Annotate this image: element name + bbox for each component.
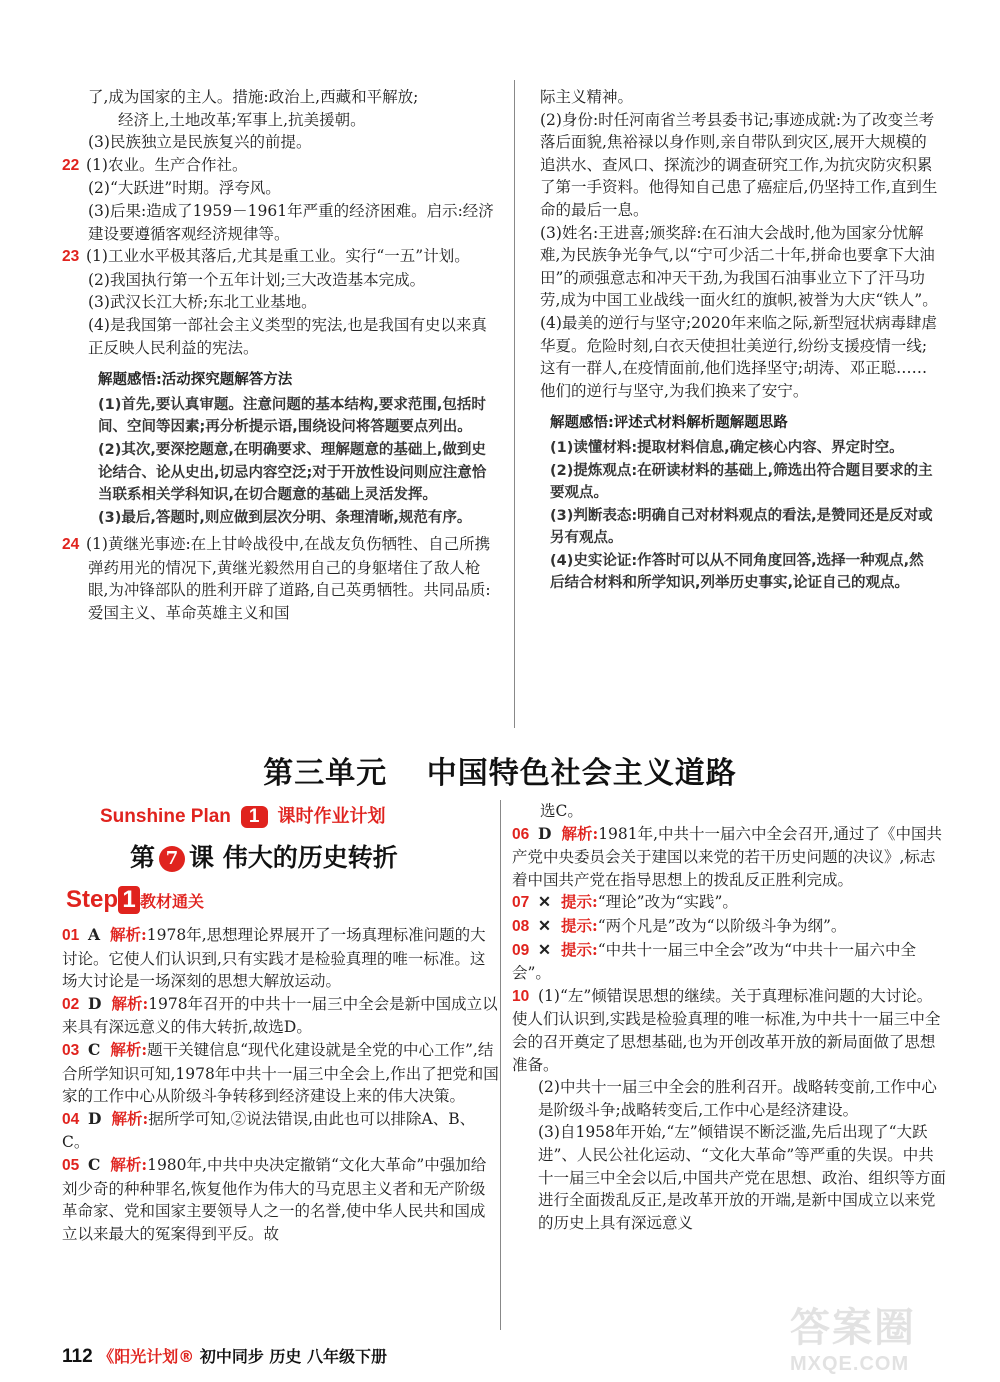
watermark-bottom: MXQE.COM [790, 1353, 910, 1375]
answer-line: (2)身份:时任河南省兰考县委书记;事迹成就:为了改变兰考落后面貌,焦裕禄以身作则,亲自带队到灾区,展开大规模的追洪水、查风口、探流沙的调查研究工作,为抗灾防灾积累了第一手资料。他得知自己患了癌症后,仍坚持工作,直到生命的最后一息。 [540, 110, 938, 219]
answer-text: (1)农业。生产合作社。 [86, 155, 248, 174]
question-number: 04 [62, 1110, 80, 1128]
answer-line [88, 86, 500, 109]
question-number: 03 [62, 1041, 80, 1059]
answer-line: (4)最美的逆行与坚守;2020年来临之际,新型冠状病毒肆虐华夏。危险时刻,白衣天使担壮美逆行,纷纷支援疫情一线;这有一群人,在疫情面前,他们选择坚守;胡涛、邓正聪……他们的逆行与坚守,为我们换来了安宁。 [540, 313, 938, 400]
question-number: 10 [512, 987, 530, 1005]
answer-text: 1981年,中共十一届六中全会召开,通过了《中国共产党中央委员会关于建国以来党的若干历史问题的决议》,标志着中国共产党在指导思想上的拨乱反正胜利完成。 [512, 824, 942, 889]
answer-choice: ✕ [538, 892, 551, 912]
insight-heading: 解题感悟:评述式材料解析题解题思路 [550, 415, 788, 432]
answer-text: 据所学可知,②说法错误,由此也可以排除A、B、C。 [62, 1109, 476, 1152]
answer-line [62, 924, 500, 993]
answer-line [88, 269, 500, 292]
answer-line [512, 985, 946, 1076]
lesson-name: 课 伟大的历史转折 [189, 843, 398, 872]
answer-label: 解析: [110, 1154, 148, 1174]
question-number: 24 [62, 536, 80, 554]
answer-line [512, 939, 946, 985]
answer-text: 题干关键信息“现代化建设就是全党的中心工作”,结合所学知识可知,1978年中共十一届三中全会上,作出了把党和国家的工作中心从阶级斗争转移到经济建设上来的伟大决策。 [62, 1040, 499, 1106]
answer-label: 提示: [561, 892, 598, 912]
lesson-pre: 第 [130, 843, 156, 872]
column-divider-bottom [500, 800, 501, 1330]
answer-line [88, 314, 500, 359]
question-number: 05 [62, 1156, 80, 1174]
right-column-top [540, 86, 938, 595]
brand-name: 《阳光计划® [98, 1347, 195, 1366]
answer-label: 解析: [110, 1039, 148, 1059]
answer-text: 1980年,中共中央决定撤销“文化大革命”中强加给刘少奇的种种罪名,恢复他作为伟大的马克思主义者和无产阶级革命家、党和国家主要领导人之一的名誉,使中华人民共和国成立以来最大的冤案得到平反。故 [62, 1155, 487, 1243]
answer-line [512, 915, 946, 939]
insight-item: (2)提炼观点:在研读材料的基础上,筛选出符合题目要求的主要观点。 [550, 462, 933, 502]
step-zh: 教材通关 [140, 892, 205, 911]
answer-line [62, 1108, 500, 1154]
watermark-logo [790, 1296, 986, 1374]
answer-text: 1978年召开的中共十一届三中全会是新中国成立以来具有深远意义的伟大转折,故选D。 [62, 994, 498, 1037]
insight-item: (1)读懂材料:提取材料信息,确定核心内容、界定时空。 [550, 439, 904, 456]
answer-text: (2)“大跃进”时期。浮夸风。 [88, 179, 281, 198]
left-column-top [62, 86, 500, 625]
answer-line [62, 993, 500, 1039]
answer-line [88, 109, 500, 132]
answer-line [88, 177, 500, 200]
answer-line [62, 533, 500, 624]
insight-item: (3)最后,答题时,则应做到层次分明、条理清晰,规范有序。 [98, 509, 472, 526]
sunshine-plan-zh: 课时作业计划 [277, 806, 386, 827]
answer-choice: D [88, 1108, 102, 1128]
answer-text: (3)后果:造成了1959－1961年严重的经济困难。启示:经济建设要遵循客观经济规律等。 [88, 201, 494, 243]
question-number: 08 [512, 917, 530, 935]
answer-text: (3)武汉长江大桥;东北工业基地。 [88, 293, 317, 312]
sunshine-plan-en: Sunshine Plan [100, 806, 231, 827]
answer-label: 解析: [110, 925, 147, 944]
answer-line [88, 200, 500, 245]
insight-item: (3)判断表态:明确自己对材料观点的看法,是赞同还是反对或另有观点。 [550, 507, 933, 547]
answer-text: (4)是我国第一部社会主义类型的宪法,也是我国有史以来真正反映人民利益的宪法。 [88, 315, 487, 357]
unit-title [0, 748, 1000, 792]
step-en: Step [66, 886, 119, 913]
answer-line [88, 291, 500, 314]
question-number: 07 [512, 894, 530, 912]
answer-choice: ✕ [538, 939, 551, 959]
question-number: 06 [512, 825, 530, 843]
answer-choice: C [88, 1154, 101, 1174]
answer-line [512, 891, 946, 915]
answer-text: (2)中共十一届三中全会的胜利召开。战略转变前,工作中心是阶级斗争;战略转变后,工作中心是经济建设。 [538, 1078, 937, 1119]
answer-text: (1)“左”倾错误思想的继续。关于真理标准问题的大讨论。使人们认识到,实践是检验真理的唯一标准,为中共十一届三中全会的召开奠定了思想基础,也为开创改革开放的新局面做了思想准备。 [512, 986, 941, 1074]
answer-label: 解析: [111, 993, 149, 1013]
answer-line [62, 1154, 500, 1245]
question-number: 09 [512, 941, 530, 959]
step-header [66, 886, 204, 914]
answer-text: 了,成为国家的主人。措施:政治上,西藏和平解放; [88, 88, 419, 106]
answer-text: 经济上,土地改革;军事上,抗美援朝。 [118, 110, 366, 129]
insight-item: (2)其次,要深挖题意,在明确要求、理解题意的基础上,做到史论结合、论从史出,切忌内容空泛;对于开放性设问则应注意恰当联系相关学科知识,在切合题意的基础上灵活发挥。 [98, 441, 487, 504]
sunshine-plan-header [100, 802, 386, 828]
answer-text: (3)民族独立是民族复兴的前提。 [88, 133, 312, 152]
insight-item: (1)首先,要认真审题。注意问题的基本结构,要求范围,包括时间、空间等因素;再分析提示语,围绕设问将答题要点列出。 [98, 396, 486, 436]
answer-text: “中共十一届三中全会”改为“中共十一届六中全会”。 [512, 940, 917, 983]
answer-text: “两个凡是”改为“以阶级斗争为纲”。 [597, 916, 847, 935]
step-number: 1 [118, 886, 140, 914]
answer-text: (1)工业水平极其落后,尤其是重工业。实行“一五”计划。 [86, 247, 470, 266]
answer-line: 选C。 [540, 802, 583, 820]
answer-text: (1)黄继光事迹:在上甘岭战役中,在战友负伤牺牲、自己所携弹药用光的情况下,黄继光毅然用自己的身躯堵住了敌人枪眼,为冲锋部队的胜利开辟了道路,自己英勇牺牲。共同品质:爱国主义、革命英雄主义和国 [86, 535, 491, 623]
lesson-title [130, 838, 398, 874]
answer-line [62, 245, 500, 269]
lesson-number: 7 [159, 846, 185, 872]
question-number: 01 [62, 927, 80, 944]
answer-line [512, 1076, 946, 1121]
answer-text: (3)自1958年开始,“左”倾错误不断泛滥,先后出现了“大跃进”、人民公社化运动、“文化大革命”等严重的失误。中共十一届三中全会以后,中国共产党在思想、政治、组织等方面进行全面拨乱反正,是改革开放的开端,是新中国成立以来党的历史上具有深远意义 [538, 1123, 946, 1232]
answer-line [62, 1039, 500, 1108]
answer-text: “理论”改为“实践”。 [597, 893, 738, 912]
answer-text: (2)我国执行第一个五年计划;三大改造基本完成。 [88, 270, 426, 289]
answer-label: 解析: [111, 1108, 149, 1128]
page-number: 112 [62, 1346, 93, 1367]
answer-line [512, 1121, 946, 1234]
page-footer [62, 1344, 387, 1368]
answer-line [88, 131, 500, 154]
watermark-top: 答案圈 [790, 1305, 916, 1351]
answer-line [512, 823, 946, 892]
left-column-bottom [62, 924, 500, 1245]
question-number: 02 [62, 995, 80, 1013]
unit-name: 中国特色社会主义道路 [426, 756, 737, 791]
column-divider-top [514, 80, 515, 728]
insight-item: (4)史实论证:作答时可以从不同角度回答,选择一种观点,然后结合材料和所学知识,列举历史事实,论证自己的观点。 [550, 552, 924, 592]
unit-label: 第三单元 [263, 756, 388, 791]
brand-text: 阳光计划 [114, 1347, 179, 1366]
question-number: 23 [62, 248, 80, 266]
answer-text: 1978年,思想理论界展开了一场真理标准问题的大讨论。它使人们认识到,只有实践才是检验真理的唯一标准。这场大讨论是一场深刻的思想大解放运动。 [62, 926, 486, 991]
answer-choice: D [88, 993, 102, 1013]
answer-choice: D [538, 823, 552, 843]
answer-choice: ✕ [538, 915, 551, 935]
sunshine-plan-badge: 1 [241, 806, 268, 828]
answer-line: (3)姓名:王进喜;颁奖辞:在石油大会战时,他为国家分忧解难,为民族争光争气,以“宁可少活二十年,拼命也要拿下大油田”的顽强意志和冲天干劲,为我国石油事业立下了汗马功劳,成为中国工业战线一面火红的旗帜,被誉为大庆“铁人”。 [540, 223, 938, 310]
answer-label: 提示: [561, 939, 598, 959]
book-info: 初中同步 历史 八年级下册 [199, 1347, 387, 1366]
answer-line [62, 154, 500, 178]
answer-choice: A [88, 925, 101, 944]
right-column-bottom [512, 800, 946, 1234]
insight-heading: 解题感悟:活动探究题解答方法 [98, 372, 293, 389]
question-number: 22 [62, 156, 80, 174]
answer-choice: C [88, 1039, 101, 1059]
answer-line: 际主义精神。 [540, 88, 634, 106]
answer-label: 解析: [561, 823, 599, 843]
answer-label: 提示: [561, 915, 598, 935]
